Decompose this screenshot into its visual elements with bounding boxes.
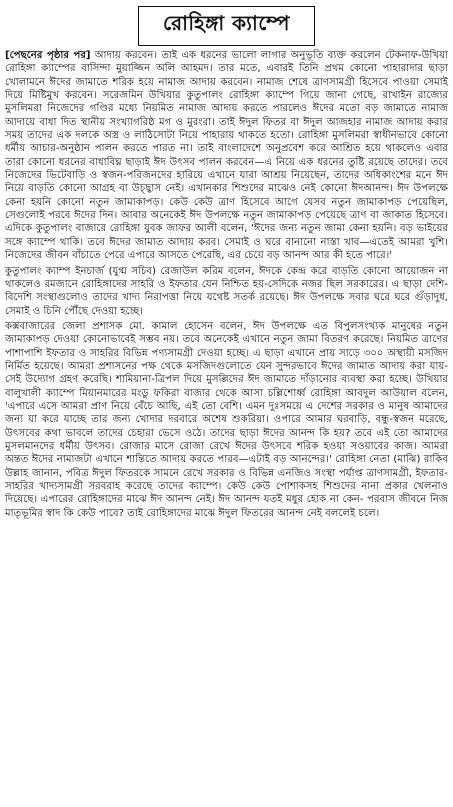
article-paragraph bbox=[5, 49, 448, 263]
headline: রোহিঙ্গা ক্যাম্পে bbox=[138, 6, 315, 46]
continuation-kicker: [পেছনের পৃষ্ঠার পর] bbox=[5, 50, 91, 61]
headline-container bbox=[5, 6, 448, 46]
paragraph-text: আদায় করবেন। তাই এক ধরনের ভালো লাগার অনুভূতি ব্যক্ত করলেন টেকনাফ-উখিয়া রোহিঙ্গা ক্যাম্পের বাসিন্দা মুয়াজ্জিন অলি আহমদ। তার মতে, এবারই তিনি প্রথম কোনো পাহারাদার ছাড়া খোলামনে ঈদের জামাতে শরিক হয়ে নামাজ আদায় করবেন। নামাজ শেষে ত্রাণসামগ্রী হিসেবে পাওয়া সেমাই দিয়ে মিষ্টিমুখ করবেন। সরেজমিন উখিয়ার কুতুপালং রোহিঙ্গা ক্যাম্পে গিয়ে জানা গেছে, রাখাইন রাজ্যের মুসলিমরা নিজেদের গণ্ডির মধ্যে নিয়মিত নামাজ আদায় করতে পারলেও ঈদের মতো বড় জামাতে নামাজ আদায়ে বাধা দিত স্থানীয় সংখ্যাগরিষ্ঠ মগ ও মুরংরা। তাই ঈদুল ফিতর বা ঈদুল আজহার নামাজ আদায় করার সময় তাদের এক দলকে অস্ত্র ও লাঠিসোটা নিয়ে পাহারায় থাকতে হতো। রোহিঙ্গা মুসলিমরা স্বাধীনভাবে কোনো ধর্মীয় আচার-অনুষ্ঠান পালন করতে পারত না। তাই বাংলাদেশে অনুপ্রবেশ করে আশ্রিত হয়ে থাকলেও এবার তারা কোনো ধরনের বাধাবিঘ্ন ছাড়াই ঈদ উৎসব পালন করবেন—এ নিয়ে এক ধরনের তুষ্টি রয়েছে তাদের। তবে নিজেদের ভিটেবাড়ি ও স্বজন-পরিজনদের হারিয়ে এখানে যারা আশ্রয় নিয়েছেন, তাদের অধিকাংশের মনে ঈদ নিয়ে বাড়তি কোনো আগ্রহ বা উচ্ছ্বাস নেই। এখানকার শিশুদের মাঝেও নেই কোনো ঈদআনন্দ। ঈদ উপলক্ষে কেনা হয়নি কোনো নতুন জামাকাপড়। কেউ কেউ ত্রাণ হিসেবে আগে যেসব নতুন জামাকাপড় পেয়েছিল, সেগুলোই পরবে ঈদের দিন। আবার অনেকেই ঈদ উপলক্ষে নতুন জামাকাপড় পেয়েছে ত্রাণ বা জাকাত হিসেবে। এদিকে কুতুপালং বাজারে রোহিঙ্গা যুবক জাফর আলী বলেন, 'ঈদের জন্য নতুন জামা কেনা হয়নি। বড় ভাইয়ের সঙ্গে ক্যাম্পে থাকি। তবে ঈদের জামাত আদায় করব। সেমাই ও ঘরে বানানো নাস্তা খাব—এতেই আমরা খুশি। নিজেদের জীবন বাঁচাতে পেরে এপারে আসতে পেরেছি, এর চেয়ে বড় আনন্দ আর কী হতে পারে।' bbox=[5, 50, 448, 262]
article-paragraph: কুতুপালং ক্যাম্প ইনচার্জ (যুগ্ম সচিব) রেজাউল করিম বলেন, ঈদকে কেন্দ্র করে বাড়তি কোনো আয়োজন না থাকলেও রমজানে রোহিঙ্গাদের সাহরি ও ইফতার যেন নিশ্চিত হয়-সেদিকে নজর ছিল সরকারের। এ ছাড়া দেশি-বিদেশি সংস্থাগুলোও তাদের খাদ্য নিরাপত্তা নিয়ে যথেষ্ট সতর্ক রয়েছে। ঈদ উপলক্ষে সবার ঘরে ঘরে গুঁড়াদুধ, সেমাই ও চিনি পৌঁছে দেওয়া হচ্ছে। bbox=[5, 265, 448, 317]
article-paragraph: কক্সবাজারের জেলা প্রশাসক মো. কামাল হোসেন বলেন, ঈদ উপলক্ষে এত বিপুলসংখ্যক মানুষের নতুন জামাকাপড় দেওয়া কোনোভাবেই সম্ভব নয়। তবে অনেকেই এখানে নতুন জামা বিতরণ করেছে। নিয়মিত ত্রাণের পাশাপাশি ইফতার ও সাহরির বিভিন্ন পণ্যসামগ্রী দেওয়া হচ্ছে। এ ছাড়া এখানে প্রায় সাড়ে ৩০০ অস্থায়ী মসজিদ নির্মিত হয়েছে। আমরা প্রশাসনের পক্ষ থেকে মসজিদগুলোতে যেন সুন্দরভাবে ঈদের জামাত আদায় করা যায়-সেই উদ্যোগ গ্রহণ করেছি। শামিয়ানা-ত্রিপল দিয়ে মুসল্লিদের ঈদ জামাতে দাঁড়ানোর ব্যবস্থা করা হচ্ছে। উখিয়ার বালুখালী ক্যাম্পে মিয়ানমারের মংডু ফকিরা বাজার থেকে আসা চল্লিশোর্ধ্ব রোহিঙ্গা আবদুল আউয়াল বলেন, 'এপারে এসে আমরা প্রাণ নিয়ে বেঁচে আছি, এই তো বেশি। এমন দুঃসময়ে এ দেশের সরকার ও মানুষ আমাদের জন্য যা করে যাচ্ছে তার জন্য খোদার দরবারে অশেষ শুকরিয়া। ওপারে আমার ঘরবাড়ি, বন্ধু-স্বজন মরেছে, উৎসবের কথা ভাবলে তাদের চেহারা ভেসে ওঠে। তাদের ছাড়া ঈদের আনন্দ কি হয়? তবে এই তো আমাদের মুসলমানদের ধর্মীয় উৎসব। রোজার মাসে রোজা রেখে ঈদের উৎসবে শরিক হওয়া সওয়াবের কাজ। আমরা অন্তত ঈদের নামাজটা এখানে শান্তিতে আদায় করতে পারব—এটাই বড় আনন্দের।' রোহিঙ্গা নেতা (মাঝি) রাকিব উল্লাহ জানান, পবিত্র ঈদুল ফিতরকে সামনে রেখে সরকার ও বিভিন্ন এনজিও সংস্থা পর্যাপ্ত ত্রাণসামগ্রী, ইফতার-সাহরির খাদ্যসামগ্রী সরবরাহ করেছে তাদের ক্যাম্পে। কেউ কেউ পোশাকসহ শিশুদের নানা প্রকার খেলনাও দিয়েছে। এপারের রোহিঙ্গাদের মাঝে ঈদ আনন্দ নেই। ঈদ আনন্দ যতই মধুর হোক না কেন- পরবাস জীবনে নিজ মাতৃভূমির স্বাদ কি কেউ পাবে? তাই রোহিঙ্গাদের মাঝে ঈদুল ফিতরের আনন্দ নেই বললেই চলে। bbox=[5, 320, 448, 519]
article-body bbox=[5, 49, 448, 520]
